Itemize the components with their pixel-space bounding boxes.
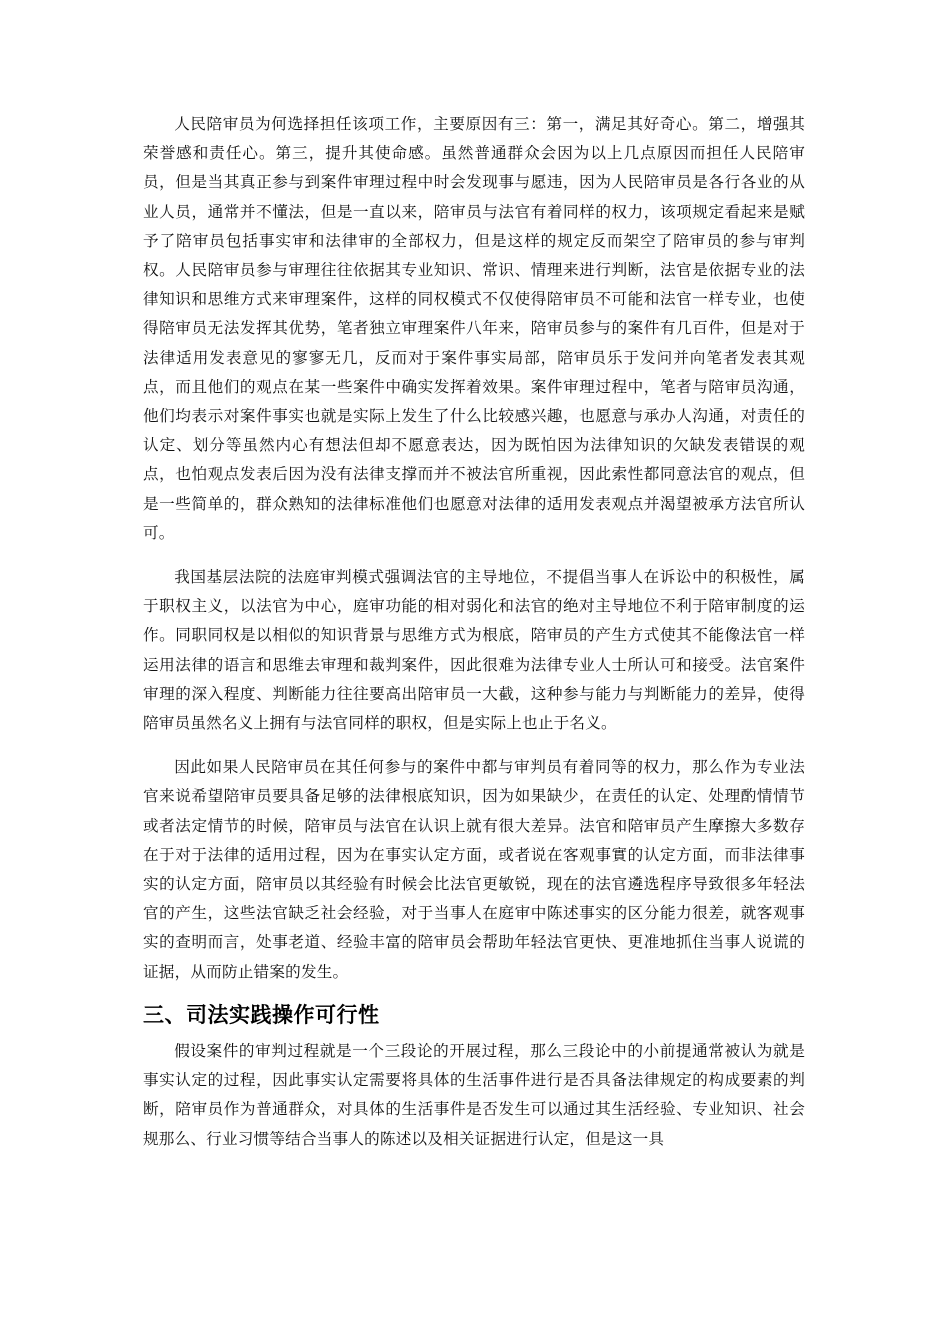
section-heading: 三、司法实践操作可行性 bbox=[143, 1002, 380, 1027]
paragraph-equal-power: 因此如果人民陪审员在其任何参与的案件中都与审判员有着同等的权力，那么作为专业法官来说希望陪审员要具备足够的法律根底知识，因为如果缺少，在责任的认定、处理酌情情节或者法定情节的时候，陪审员与法官在认识上就有很大差异。法官和陪审员产生摩擦大多数存在于对于法律的适用过程，因为在事实认定方面，或者说在客观事實的认定方面，而非法律事实的认定方面，陪审员以其经验有时候会比法官更敏锐，现在的法官遴选程序导致很多年轻法官的产生，这些法官缺乏社会经验，对于当事人在庭审中陈述事实的区分能力很差，就客观事实的查明而言，处事老道、经验丰富的陪审员会帮助年轻法官更快、更准地抓住当事人说谎的证据，从而防止错案的发生。 bbox=[143, 758, 805, 981]
paragraph-syllogism: 假设案件的审判过程就是一个三段论的开展过程，那么三段论中的小前提通常被认为就是事实认定的过程，因此事实认定需要将具体的生活事件进行是否具备法律规定的构成要素的判断，陪审员作为普通群众，对具体的生活事件是否发生可以通过其生活经验、专业知识、社会规那么、行业习惯等结合当事人的陈述以及相关证据进行认定，但是这一具 bbox=[143, 1041, 805, 1148]
paragraph-juror-motivation: 人民陪审员为何选择担任该项工作，主要原因有三：第一，满足其好奇心。第二，增强其荣誉感和责任心。第三，提升其使命感。虽然普通群众会因为以上几点原因而担任人民陪审员，但是当其真正参与到案件审理过程中时会发现事与愿违，因为人民陪审员是各行各业的从业人员，通常并不懂法，但是一直以来，陪审员与法官有着同样的权力，该项规定看起来是赋予了陪审员包括事实审和法律审的全部权力，但是这样的规定反而架空了陪审员的参与审判权。人民陪审员参与审理往往依据其专业知识、常识、情理来进行判断，法官是依据专业的法律知识和思维方式来审理案件，这样的同权模式不仅使得陪审员不可能和法官一样专业，也使得陪审员无法发挥其优势，笔者独立审理案件八年来，陪审员参与的案件有几百件，但是对于法律适用发表意见的寥寥无几，反而对于案件事实局部，陪审员乐于发问并向笔者发表其观点，而且他们的观点在某一些案件中确实发挥着效果。案件审理过程中，笔者与陪审员沟通，他们均表示对案件事实也就是实际上发生了什么比较感兴趣，也愿意与承办人沟通，对责任的认定、划分等虽然内心有想法但却不愿意表达，因为既怕因为法律知识的欠缺发表错误的观点，也怕观点发表后因为没有法律支撑而并不被法官所重视，因此索性都同意法官的观点，但是一些简单的，群众熟知的法律标准他们也愿意对法律的适用发表观点并渴望被承方法官所认可。 bbox=[143, 115, 805, 542]
document-body bbox=[143, 110, 805, 1154]
paragraph-court-trial-mode: 我国基层法院的法庭审判模式强调法官的主导地位，不提倡当事人在诉讼中的积极性，属于职权主义，以法官为中心，庭审功能的相对弱化和法官的绝对主导地位不利于陪审制度的运作。同职同权是以相似的知识背景与思维方式为根底，陪审员的产生方式使其不能像法官一样运用法律的语言和思维去审理和裁判案件，因此很难为法律专业人士所认可和接受。法官案件审理的深入程度、判断能力往往要高出陪审员一大截，这种参与能力与判断能力的差异，使得陪审员虽然名义上拥有与法官同样的职权，但是实际上也止于名义。 bbox=[143, 568, 805, 733]
